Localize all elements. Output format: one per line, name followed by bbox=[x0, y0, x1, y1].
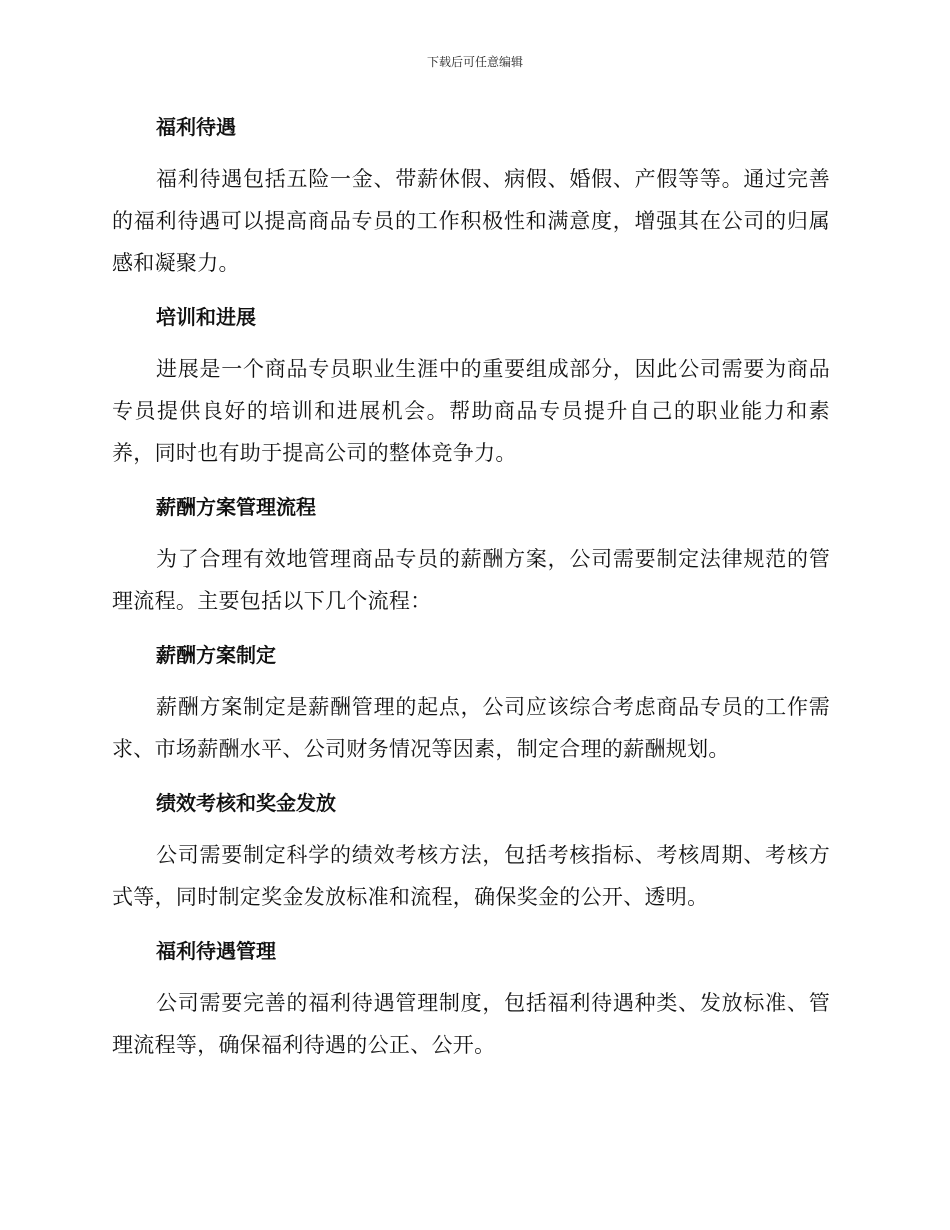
section-body-training: 进展是一个商品专员职业生涯中的重要组成部分，因此公司需要为商品专员提供良好的培训和进展机会。帮助商品专员提升自己的职业能力和素养，同时也有助于提高公司的整体竞争力。 bbox=[112, 357, 830, 465]
section-body-benefits: 福利待遇包括五险一金、带薪休假、病假、婚假、产假等等。通过完善的福利待遇可以提高商品专员的工作积极性和满意度，增强其在公司的归属感和凝聚力。 bbox=[112, 167, 830, 275]
document-body bbox=[112, 110, 830, 1066]
section-body-salary-plan: 薪酬方案制定是薪酬管理的起点，公司应该综合考虑商品专员的工作需求、市场薪酬水平、公司财务情况等因素，制定合理的薪酬规划。 bbox=[112, 695, 830, 761]
section-body-performance: 公司需要制定科学的绩效考核方法，包括考核指标、考核周期、考核方式等，同时制定奖金发放标准和流程，确保奖金的公开、透明。 bbox=[112, 843, 830, 909]
section-body-benefits-management: 公司需要完善的福利待遇管理制度，包括福利待遇种类、发放标准、管理流程等，确保福利待遇的公正、公开。 bbox=[112, 991, 830, 1057]
section-heading-salary-process: 薪酬方案管理流程 bbox=[156, 495, 316, 519]
section-body-salary-process: 为了合理有效地管理商品专员的薪酬方案，公司需要制定法律规范的管理流程。主要包括以下几个流程： bbox=[112, 547, 830, 613]
section-heading-benefits: 福利待遇 bbox=[156, 115, 236, 139]
section-heading-training: 培训和进展 bbox=[156, 305, 256, 329]
page-header-note: 下载后可任意编辑 bbox=[426, 55, 523, 69]
section-heading-salary-plan: 薪酬方案制定 bbox=[156, 643, 276, 667]
section-heading-performance: 绩效考核和奖金发放 bbox=[156, 791, 336, 815]
section-heading-benefits-management: 福利待遇管理 bbox=[156, 939, 276, 963]
